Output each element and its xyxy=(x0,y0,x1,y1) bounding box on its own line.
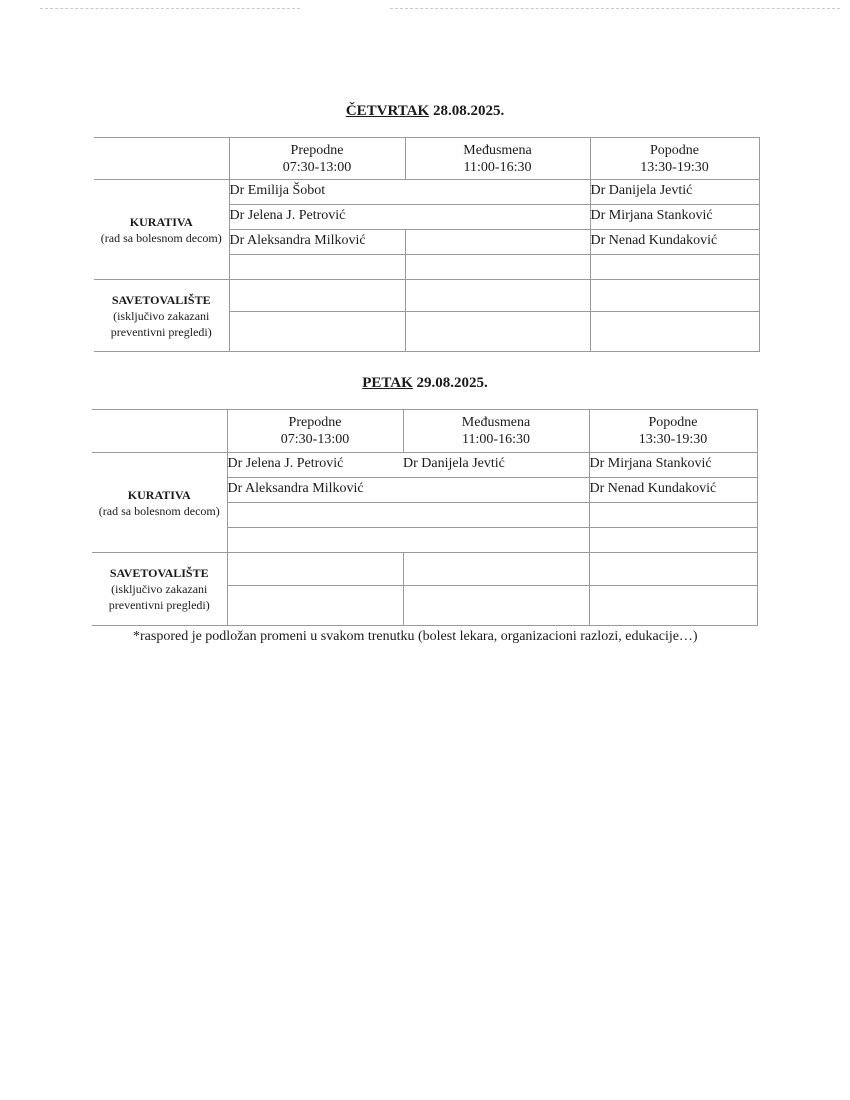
empty-cell xyxy=(589,586,757,626)
doctor-cell xyxy=(227,503,403,528)
savetovaliste-category-cell xyxy=(92,553,227,626)
scan-artifact-line xyxy=(390,8,840,9)
doctor-cell xyxy=(405,255,590,280)
table-row xyxy=(94,180,759,205)
day-weekday: PETAK xyxy=(362,375,413,391)
shift-header-prepodne: Prepodne 07:30-13:00 xyxy=(229,138,405,180)
day-date: 29.08.2025. xyxy=(416,375,488,391)
doctor-cell: Dr Mirjana Stanković xyxy=(590,205,759,230)
empty-cell xyxy=(590,312,759,352)
category-label: KURATIVA xyxy=(127,487,191,502)
shift-header-popodne: Popodne 13:30-19:30 xyxy=(590,138,759,180)
day-weekday: ČETVRTAK xyxy=(345,103,430,119)
doctor-cell: Dr Emilija Šobot xyxy=(229,180,405,205)
doctor-cell: Dr Mirjana Stanković xyxy=(589,453,757,478)
kurativa-category-cell xyxy=(92,453,227,553)
category-description: (rad sa bolesnom decom) xyxy=(98,503,220,518)
empty-cell xyxy=(590,280,759,312)
day-title-thursday xyxy=(0,103,850,120)
shift-header-medjusmena: Međusmena 11:00-16:30 xyxy=(405,138,590,180)
category-label: SAVETOVALIŠTE xyxy=(109,566,209,580)
header-row xyxy=(92,410,757,453)
header-row xyxy=(94,138,759,180)
day-date: 28.08.2025. xyxy=(432,103,505,119)
empty-cell xyxy=(405,312,590,352)
doctor-cell xyxy=(405,180,590,205)
kurativa-category-cell xyxy=(94,180,229,280)
schedule-table-friday xyxy=(92,409,758,626)
table-row xyxy=(92,453,757,478)
doctor-cell xyxy=(403,503,589,528)
shift-header-popodne: Popodne 13:30-19:30 xyxy=(589,410,757,453)
doctor-cell xyxy=(403,478,589,503)
doctor-cell: Dr Nenad Kundaković xyxy=(589,478,757,503)
doctor-cell xyxy=(405,205,590,230)
doctor-cell: Dr Danijela Jevtić xyxy=(590,180,759,205)
empty-cell xyxy=(227,553,403,586)
corner-cell xyxy=(94,138,229,180)
scan-artifact-line xyxy=(40,8,300,9)
doctor-cell xyxy=(405,230,590,255)
corner-cell xyxy=(92,410,227,453)
empty-cell xyxy=(403,553,589,586)
table-row xyxy=(94,280,759,312)
category-description: (rad sa bolesnom decom) xyxy=(100,230,222,245)
shift-header-medjusmena: Međusmena 11:00-16:30 xyxy=(403,410,589,453)
category-label: KURATIVA xyxy=(129,214,193,229)
doctor-cell: Dr Danijela Jevtić xyxy=(403,453,589,478)
doctor-cell xyxy=(589,503,757,528)
empty-cell xyxy=(227,586,403,626)
doctor-cell: Dr Jelena J. Petrović xyxy=(227,453,403,478)
empty-cell xyxy=(403,586,589,626)
doctor-cell xyxy=(227,528,403,553)
category-label: SAVETOVALIŠTE xyxy=(111,292,211,307)
doctor-cell xyxy=(403,528,589,553)
category-description: (isključivo zakazani preventivni pregledi) xyxy=(108,582,210,612)
doctor-cell xyxy=(589,528,757,553)
doctor-cell: Dr Aleksandra Milković xyxy=(227,478,403,503)
shift-header-prepodne: Prepodne 07:30-13:00 xyxy=(227,410,403,453)
doctor-cell xyxy=(229,255,405,280)
empty-cell xyxy=(405,280,590,312)
doctor-cell: Dr Aleksandra Milković xyxy=(229,230,405,255)
day-title-friday xyxy=(0,375,850,392)
doctor-cell: Dr Nenad Kundaković xyxy=(590,230,759,255)
schedule-table-thursday xyxy=(94,137,760,352)
empty-cell xyxy=(589,553,757,586)
doctor-cell xyxy=(590,255,759,280)
empty-cell xyxy=(229,312,405,352)
savetovaliste-category-cell xyxy=(94,280,229,352)
empty-cell xyxy=(229,280,405,312)
footnote: *raspored je podložan promeni u svakom trenutku (bolest lekara, organizacioni razlozi, edukacije…) xyxy=(133,629,698,644)
category-description: (isključivo zakazani preventivni pregledi) xyxy=(110,308,212,339)
doctor-cell: Dr Jelena J. Petrović xyxy=(229,205,405,230)
table-row xyxy=(92,553,757,586)
